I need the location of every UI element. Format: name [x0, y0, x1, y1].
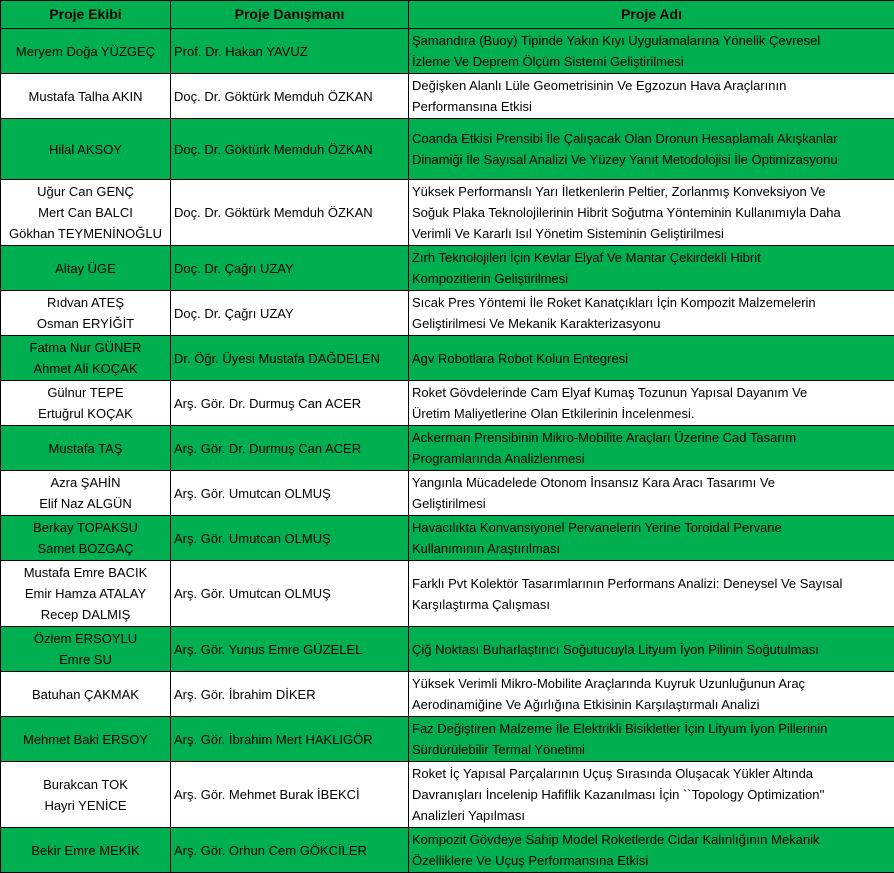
project-title-line: Geliştirilmesi Ve Mekanik Karakterizasyonu — [412, 313, 891, 334]
project-title-line: Performansına Etkisi — [412, 96, 891, 117]
team-cell — [1, 627, 171, 672]
project-title-line: Özelliklere Ve Uçuş Performansına Etkisi — [412, 850, 891, 871]
project-title-cell — [409, 246, 894, 291]
header-row — [1, 1, 894, 29]
project-title-line: İzleme Ve Deprem Ölçüm Sistemi Geliştirilmesi — [412, 51, 891, 72]
project-title-line: Sıcak Pres Yöntemi İle Roket Kanatçıkları İçin Kompozit Malzemelerin — [412, 292, 891, 313]
advisor-cell: Doç. Dr. Göktürk Memduh ÖZKAN — [171, 119, 409, 180]
team-member: Rıdvan ATEŞ — [4, 292, 167, 313]
team-member: Burakcan TOK — [4, 774, 167, 795]
team-member: Ertuğrul KOÇAK — [4, 403, 167, 424]
team-member: Emir Hamza ATALAY — [4, 583, 167, 604]
advisor-cell: Arş. Gör. İbrahim Mert HAKLIGÖR — [171, 717, 409, 762]
advisor-cell: Arş. Gör. Orhun Cem GÖKCİLER — [171, 828, 409, 873]
project-title-line: Çiğ Noktası Buharlaştırıcı Soğutucuyla Lityum İyon Pilinin Soğutulması — [412, 639, 891, 660]
team-cell — [1, 717, 171, 762]
project-title-line: Analizleri Yapılması — [412, 805, 891, 826]
advisor-cell: Arş. Gör. Umutcan OLMUŞ — [171, 471, 409, 516]
advisor-cell: Arş. Gör. Umutcan OLMUŞ — [171, 561, 409, 627]
team-member: Emre SU — [4, 649, 167, 670]
team-member: Azra ŞAHİN — [4, 472, 167, 493]
project-title-line: Roket Gövdelerinde Cam Elyaf Kumaş Tozunun Yapısal Dayanım Ve — [412, 382, 891, 403]
table-row — [1, 561, 894, 627]
team-member: Mert Can BALCI — [4, 202, 167, 223]
project-title-line: Sürdürülebilir Termal Yönetimi — [412, 739, 891, 760]
project-title-cell — [409, 717, 894, 762]
team-member: Mustafa Talha AKIN — [4, 86, 167, 107]
project-title-cell — [409, 672, 894, 717]
team-cell — [1, 291, 171, 336]
project-title-line: Değişken Alanlı Lüle Geometrisinin Ve Egzozun Hava Araçlarının — [412, 75, 891, 96]
table-row — [1, 29, 894, 74]
project-title-line: Yüksek Verimli Mikro-Mobilite Araçlarında Kuyruk Uzunluğunun Araç — [412, 673, 891, 694]
team-cell — [1, 336, 171, 381]
team-member: Meryem Doğa YÜZGEÇ — [4, 41, 167, 62]
project-title-cell — [409, 180, 894, 246]
project-title-line: Coanda Etkisi Prensibi İle Çalışacak Olan Dronun Hesaplamalı Akışkanlar — [412, 128, 891, 149]
table-row — [1, 426, 894, 471]
advisor-cell: Prof. Dr. Hakan YAVUZ — [171, 29, 409, 74]
advisor-cell: Arş. Gör. Yunus Emre GÜZELEL — [171, 627, 409, 672]
team-cell — [1, 29, 171, 74]
project-title-line: Davranışları İncelenip Hafiflik Kazanılması İçin ``Topology Optimization'' — [412, 784, 891, 805]
advisor-cell: Arş. Gör. Umutcan OLMUŞ — [171, 516, 409, 561]
project-title-line: Havacılıkta Konvansiyonel Pervanelerin Yerine Toroidal Pervane — [412, 517, 891, 538]
team-member: Mustafa TAŞ — [4, 438, 167, 459]
team-member: Osman ERYİĞİT — [4, 313, 167, 334]
project-title-line: Kompozitlerin Geliştirilmesi — [412, 268, 891, 289]
project-title-line: Farklı Pvt Kolektör Tasarımlarının Performans Analizi: Deneysel Ve Sayısal — [412, 573, 891, 594]
team-member: Gökhan TEYMENİNOĞLU — [4, 223, 167, 244]
table-row — [1, 336, 894, 381]
table-row — [1, 762, 894, 828]
table-row — [1, 180, 894, 246]
team-member: Özlem ERSOYLU — [4, 628, 167, 649]
team-member: Uğur Can GENÇ — [4, 181, 167, 202]
advisor-cell: Doç. Dr. Göktürk Memduh ÖZKAN — [171, 180, 409, 246]
advisor-cell: Arş. Gör. Dr. Durmuş Can ACER — [171, 426, 409, 471]
table-row — [1, 246, 894, 291]
project-title-line: Faz Değiştiren Malzeme İle Elektrikli Bisikletler İçin Lityum İyon Pillerinin — [412, 718, 891, 739]
project-title-cell — [409, 561, 894, 627]
team-cell — [1, 74, 171, 119]
project-title-line: Yangınla Mücadelede Otonom İnsansız Kara Aracı Tasarımı Ve — [412, 472, 891, 493]
team-cell — [1, 516, 171, 561]
project-title-cell — [409, 291, 894, 336]
table-row — [1, 471, 894, 516]
project-title-line: Zırh Teknolojileri İçin Kevlar Elyaf Ve Mantar Çekirdekli Hibrit — [412, 247, 891, 268]
table-row — [1, 717, 894, 762]
project-title-cell — [409, 828, 894, 873]
advisor-cell: Doç. Dr. Göktürk Memduh ÖZKAN — [171, 74, 409, 119]
table-row — [1, 627, 894, 672]
project-title-cell — [409, 516, 894, 561]
team-member: Samet BOZGAÇ — [4, 538, 167, 559]
header-team: Proje Ekibi — [1, 1, 171, 29]
project-title-cell — [409, 74, 894, 119]
table-row — [1, 291, 894, 336]
project-title-line: Geliştirilmesi — [412, 493, 891, 514]
team-cell — [1, 672, 171, 717]
project-title-line: Programlarında Analizlenmesi — [412, 448, 891, 469]
advisor-cell: Doç. Dr. Çağrı UZAY — [171, 291, 409, 336]
team-member: Elif Naz ALGÜN — [4, 493, 167, 514]
table-row — [1, 381, 894, 426]
project-title-line: Üretim Maliyetlerine Olan Etkilerinin İncelenmesi. — [412, 403, 891, 424]
table-row — [1, 74, 894, 119]
project-title-line: Aerodinamiğine Ve Ağırlığına Etkisinin Karşılaştırmalı Analizi — [412, 694, 891, 715]
team-member: Ahmet Ali KOÇAK — [4, 358, 167, 379]
project-title-line: Roket İç Yapısal Parçalarının Uçuş Sırasında Oluşacak Yükler Altında — [412, 763, 891, 784]
team-cell — [1, 828, 171, 873]
header-advisor: Proje Danışmanı — [171, 1, 409, 29]
team-member: Recep DALMIŞ — [4, 604, 167, 625]
team-cell — [1, 426, 171, 471]
project-title-line: Ackerman Prensibinin Mikro-Mobilite Araçları Üzerine Cad Tasarım — [412, 427, 891, 448]
project-title-cell — [409, 762, 894, 828]
project-title-cell — [409, 627, 894, 672]
project-title-cell — [409, 119, 894, 180]
team-cell — [1, 762, 171, 828]
team-cell — [1, 471, 171, 516]
advisor-cell: Doç. Dr. Çağrı UZAY — [171, 246, 409, 291]
project-title-cell — [409, 29, 894, 74]
project-title-line: Kullanımının Araştırılması — [412, 538, 891, 559]
project-title-cell — [409, 381, 894, 426]
advisor-cell: Arş. Gör. Mehmet Burak İBEKCİ — [171, 762, 409, 828]
project-title-line: Şamandıra (Buoy) Tipinde Yakın Kıyı Uygulamalarına Yönelik Çevresel — [412, 30, 891, 51]
team-member: Mehmet Baki ERSOY — [4, 729, 167, 750]
advisor-cell: Arş. Gör. Dr. Durmuş Can ACER — [171, 381, 409, 426]
team-member: Hilal AKSOY — [4, 139, 167, 160]
team-cell — [1, 180, 171, 246]
team-member: Bekir Emre MEKİK — [4, 840, 167, 861]
header-title: Proje Adı — [409, 1, 894, 29]
table-row — [1, 828, 894, 873]
team-member: Mustafa Emre BACIK — [4, 562, 167, 583]
team-cell — [1, 561, 171, 627]
team-member: Batuhan ÇAKMAK — [4, 684, 167, 705]
project-title-line: Yüksek Performanslı Yarı İletkenlerin Peltier, Zorlanmış Konveksiyon Ve — [412, 181, 891, 202]
project-title-line: Dinamiği İle Sayısal Analizi Ve Yüzey Yanıt Metodolojisi İle Optimizasyonu — [412, 149, 891, 170]
team-member: Hayri YENİCE — [4, 795, 167, 816]
team-member: Berkay TOPAKSU — [4, 517, 167, 538]
project-title-line: Kompozit Gövdeye Sahip Model Roketlerde Cidar Kalınlığının Mekanik — [412, 829, 891, 850]
project-title-line: Verimli Ve Kararlı Isıl Yönetim Sisteminin Geliştirilmesi — [412, 223, 891, 244]
project-title-line: Soğuk Plaka Teknolojilerinin Hibrit Soğutma Yönteminin Kullanımıyla Daha — [412, 202, 891, 223]
team-cell — [1, 381, 171, 426]
team-member: Altay ÜGE — [4, 258, 167, 279]
project-title-line: Agv Robotlara Robot Kolun Entegresi — [412, 348, 891, 369]
team-member: Fatma Nur GÜNER — [4, 337, 167, 358]
advisor-cell: Arş. Gör. İbrahim DİKER — [171, 672, 409, 717]
table-row — [1, 672, 894, 717]
team-member: Gülnur TEPE — [4, 382, 167, 403]
project-title-line: Karşılaştırma Çalışması — [412, 594, 891, 615]
advisor-cell: Dr. Öğr. Üyesi Mustafa DAĞDELEN — [171, 336, 409, 381]
table-row — [1, 516, 894, 561]
table-row — [1, 119, 894, 180]
team-cell — [1, 246, 171, 291]
project-title-cell — [409, 471, 894, 516]
project-title-cell — [409, 426, 894, 471]
project-title-cell — [409, 336, 894, 381]
team-cell — [1, 119, 171, 180]
